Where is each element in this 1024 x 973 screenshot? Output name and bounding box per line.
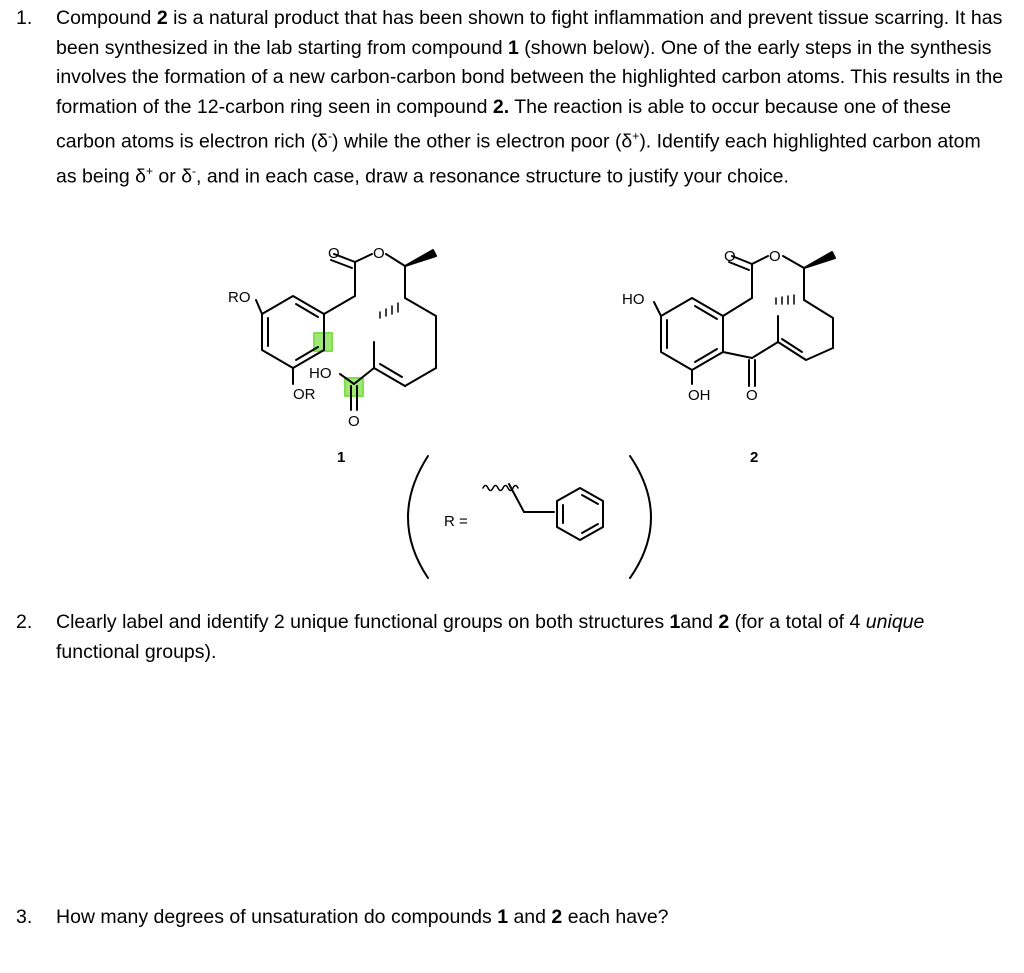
question-text (56, 608, 1006, 667)
open-paren (408, 456, 428, 578)
text-run: ) while the other is electron poor (δ (332, 130, 633, 153)
c2-label-oh: OH (688, 387, 711, 404)
text-run: + (632, 129, 640, 143)
text-run: functional groups). (56, 640, 217, 663)
c2-label-o-ester: O (769, 248, 781, 265)
text-run: 2 (551, 906, 563, 928)
question-number: 1. (16, 7, 33, 29)
text-run: is a natural product that has been shown to fight inflammation and prevent tissue scarring. It has been synthesized in the lab starting from compound (56, 7, 1003, 59)
text-run: Compound (56, 7, 157, 29)
text-run: + (146, 164, 154, 178)
text-run: Clearly label and identify 2 unique functional groups on both structures (56, 611, 670, 633)
compound-1-structure (256, 250, 436, 410)
question-number: 3. (16, 906, 33, 928)
text-run: (shown below). One of the early steps in the synthesis involves the formation of a new carbon-carbon bond between the highlighted carbon atoms. This results in the formation of the 12-carbon ring seen in compound (56, 36, 1004, 118)
c1-label-ho: HO (309, 365, 332, 382)
text-run: or δ (153, 165, 193, 188)
text-run: 1 (508, 36, 519, 59)
text-run: 2 (156, 7, 168, 29)
question-3 (16, 903, 1006, 933)
text-run: each have? (562, 906, 669, 928)
c1-label-o-carbonyl: O (328, 245, 340, 262)
text-run: How many degrees of unsaturation do compounds (56, 906, 498, 928)
text-run: ). Identify each highlighted carbon atom as being δ (56, 130, 981, 188)
question-2 (16, 608, 1006, 667)
text-run: and (680, 611, 719, 633)
close-paren (630, 456, 651, 578)
text-run: 2. (492, 95, 510, 118)
text-run: unique (865, 611, 925, 633)
c2-label-o-carbonyl: O (724, 248, 736, 265)
text-run: - (192, 164, 197, 178)
text-run: , and in each case, draw a resonance structure to justify your choice. (196, 165, 789, 188)
c2-label-o-ketone: O (746, 387, 758, 404)
c2-label-ho: HO (622, 291, 645, 308)
compound-1-number: 1 (337, 449, 346, 466)
question-text (56, 903, 1006, 933)
text-run: (for a total of 4 (729, 611, 866, 633)
c1-label-o-ester: O (373, 245, 385, 262)
compound-2-number: 2 (750, 449, 759, 466)
c1-label-o-ketone: O (348, 413, 360, 430)
text-run: 1 (497, 906, 509, 928)
text-run: and (508, 906, 552, 928)
r-group-label: R = (444, 513, 468, 530)
text-run: 2 (718, 611, 730, 633)
text-run: - (328, 129, 333, 143)
compound-2-structure (654, 252, 835, 386)
text-run: The reaction is able to occur because one of these carbon atoms is electron rich (δ (56, 95, 952, 153)
question-number: 2. (16, 611, 33, 633)
text-run: 1 (669, 611, 681, 633)
c1-label-or: OR (293, 386, 316, 403)
c1-label-ro: RO (228, 289, 251, 306)
benzene-ring-2 (661, 298, 723, 370)
